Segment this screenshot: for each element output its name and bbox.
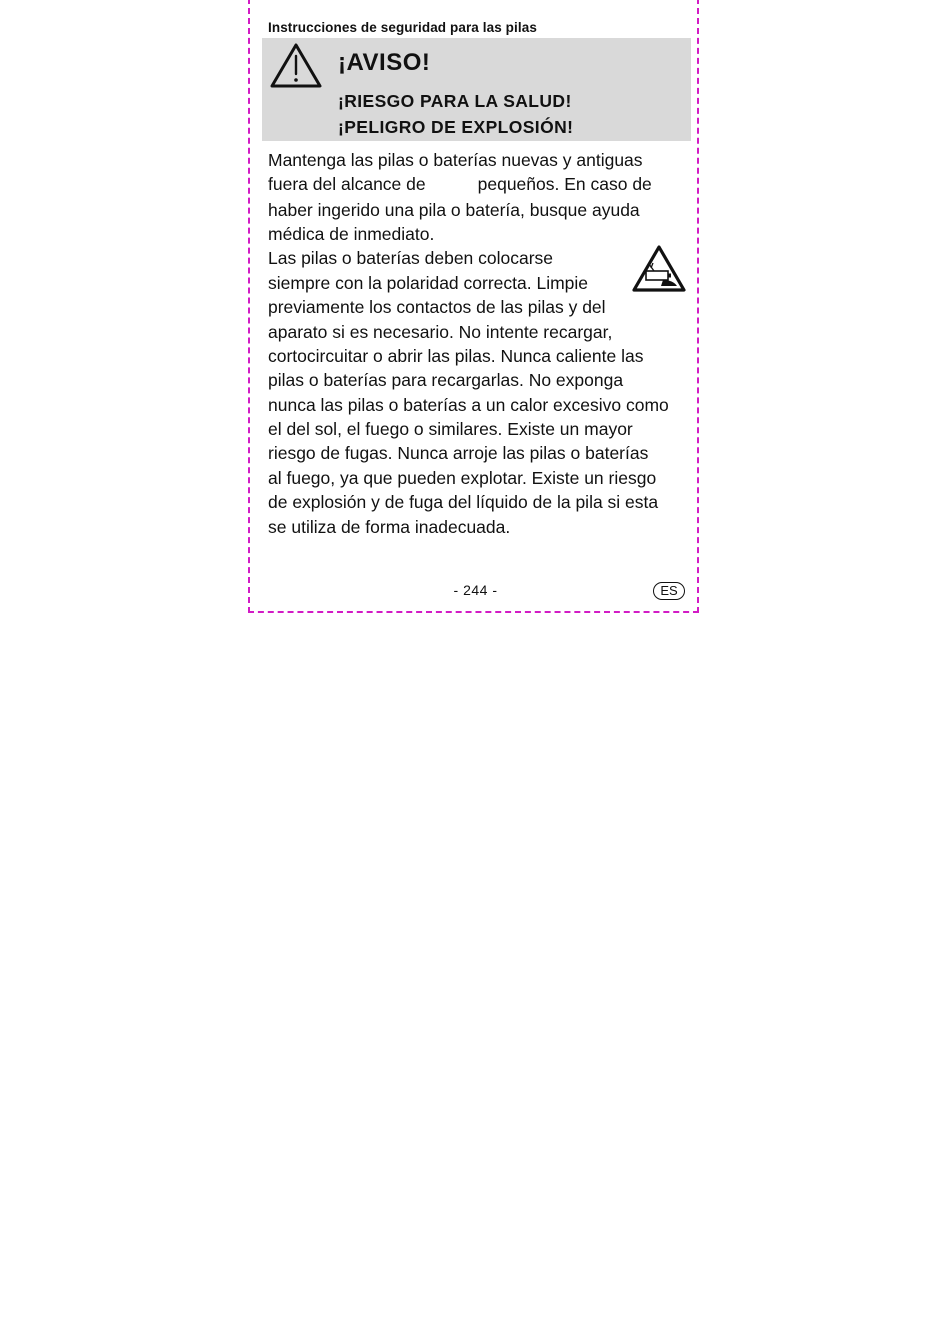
body-line: médica de inmediato. — [268, 224, 435, 244]
body-text: fuera del alcance de — [268, 174, 426, 194]
body-line: riesgo de fugas. Nunca arroje las pilas o baterías — [268, 443, 649, 463]
body-text: pequeños. En caso de — [477, 174, 652, 194]
body-line: se utiliza de forma inadecuada. — [268, 517, 511, 537]
body-line: al fuego, ya que pueden explotar. Existe un riesgo — [268, 468, 657, 488]
warning-explosion-danger: ¡PELIGRO DE EXPLOSIÓN! — [338, 117, 574, 137]
page-number: - 244 - — [453, 582, 498, 598]
body-line: de explosión y de fuga del líquido de la pila si esta — [268, 492, 659, 512]
body-line: Mantenga las pilas o baterías nuevas y antiguas — [268, 150, 643, 170]
section-heading: Instrucciones de seguridad para las pilas — [268, 20, 537, 35]
battery-acid-warning-icon — [631, 244, 687, 294]
body-line: previamente los contactos de las pilas y del — [268, 297, 606, 317]
warning-box — [262, 38, 691, 141]
warning-triangle-icon — [269, 41, 323, 89]
body-line: haber ingerido una pila o batería, busque ayuda — [268, 200, 640, 220]
body-line: aparato si es necesario. No intente recargar, — [268, 322, 613, 342]
body-line: el del sol, el fuego o similares. Existe un mayor — [268, 419, 633, 439]
body-line — [268, 173, 652, 195]
body-line: Las pilas o baterías deben colocarse — [268, 248, 554, 268]
body-line: siempre con la polaridad correcta. Limpie — [268, 273, 589, 293]
language-badge: ES — [653, 582, 685, 600]
warning-title: ¡AVISO! — [338, 49, 431, 76]
body-line: cortocircuitar o abrir las pilas. Nunca caliente las — [268, 346, 644, 366]
manual-page — [248, 0, 699, 613]
warning-health-risk: ¡RIESGO PARA LA SALUD! — [338, 91, 572, 111]
body-line: nunca las pilas o baterías a un calor excesivo como — [268, 395, 669, 415]
body-line: pilas o baterías para recargarlas. No exponga — [268, 370, 624, 390]
